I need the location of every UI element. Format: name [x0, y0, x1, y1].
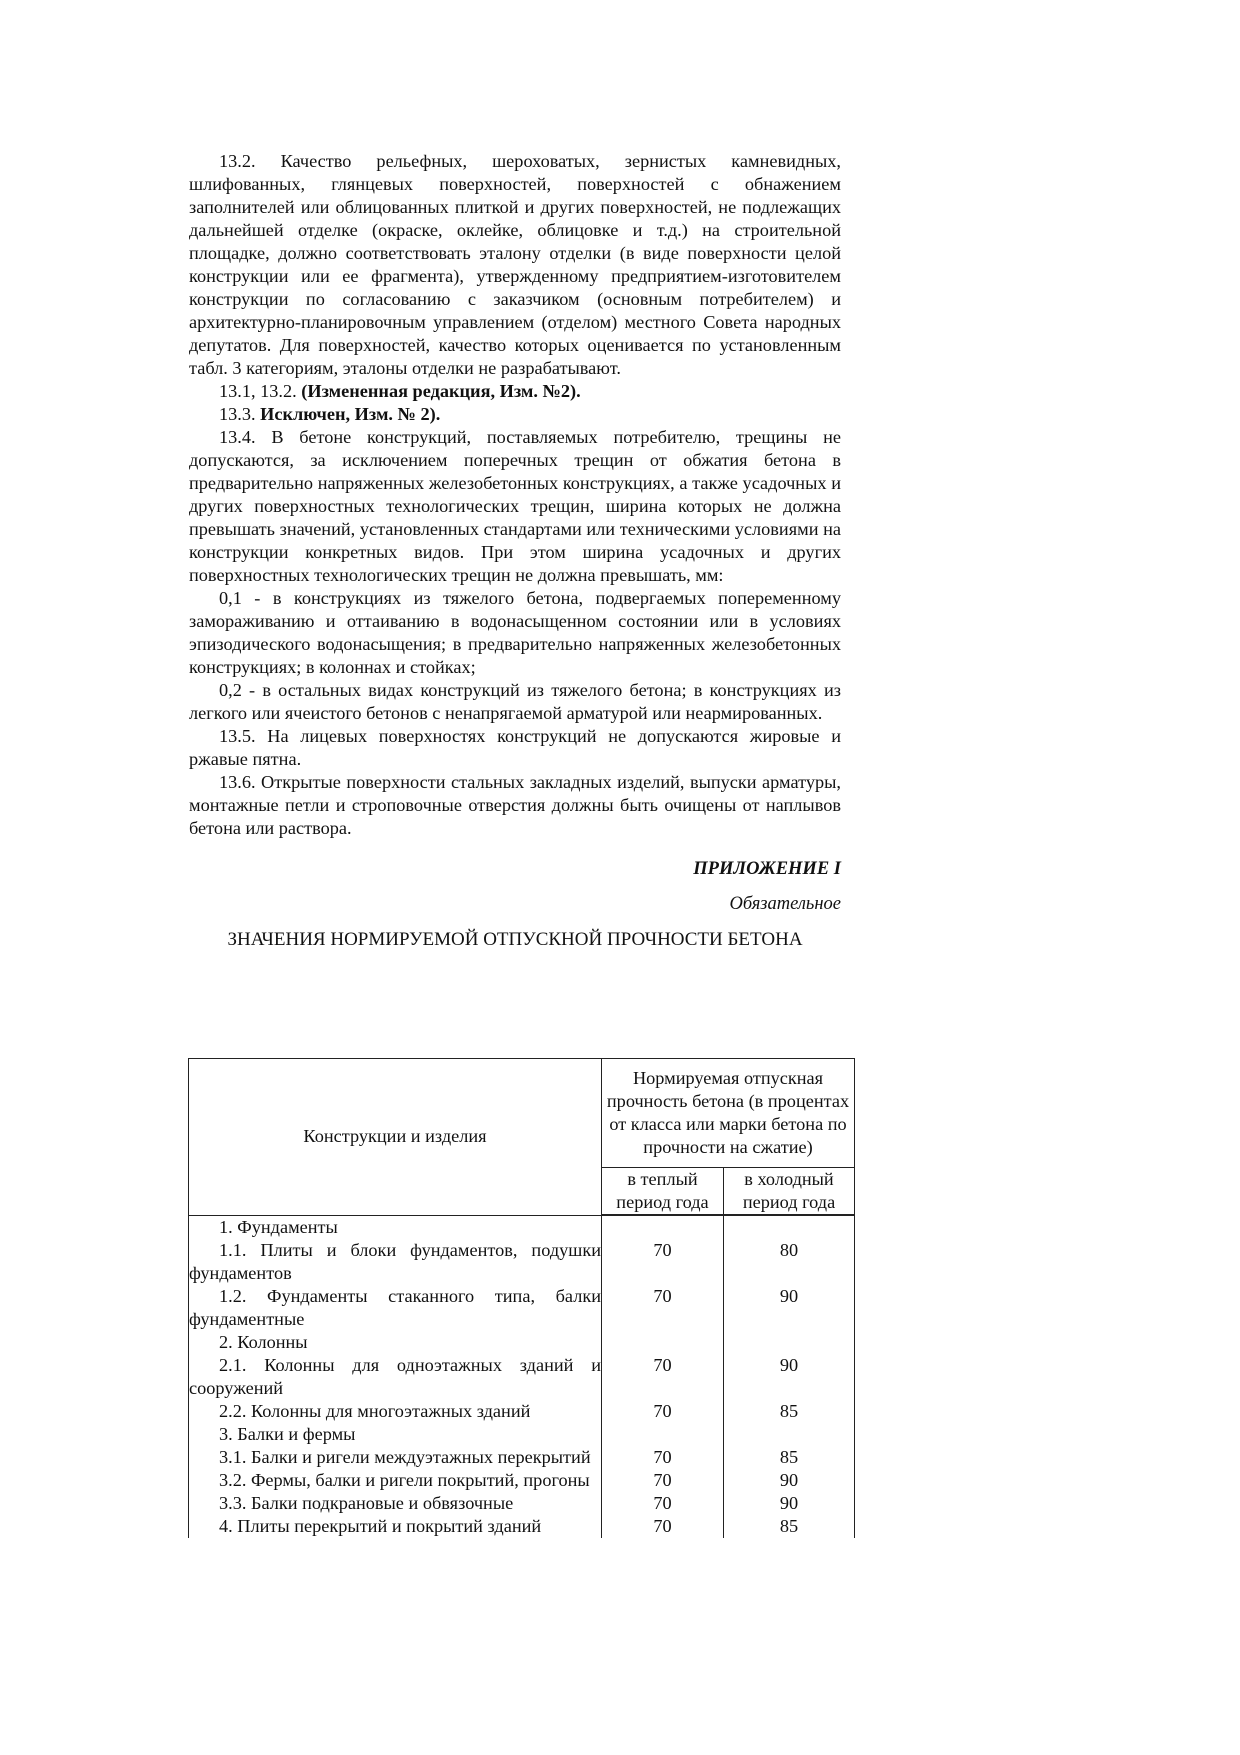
- appendix-subtitle: Обязательное: [729, 894, 841, 914]
- paragraph-crack-0-1: 0,1 - в конструкциях из тяжелого бетона, подвергаемых попеременному замораживанию и оттаиванию в водонасыщенном состоянии или в условиях эпизодического водонасыщения; в предварительно напряженных железобетонных конструкциях; в колоннах и стойках;: [189, 588, 841, 677]
- row-warm-value: [602, 1423, 724, 1446]
- table-row: [189, 1492, 855, 1515]
- strength-table: [188, 1058, 855, 1538]
- paragraph-crack-0-2: 0,2 - в остальных видах конструкций из тяжелого бетона; в конструкциях из легкого или ячеистого бетонов с ненапрягаемой арматурой или неармированных.: [189, 680, 841, 723]
- table-body: [189, 1215, 855, 1538]
- table-row: [189, 1331, 855, 1354]
- row-warm-value: [602, 1215, 724, 1239]
- row-cold-value: 85: [724, 1400, 855, 1423]
- table-row: [189, 1239, 855, 1285]
- row-construction-name: 1. Фундаменты: [189, 1215, 602, 1239]
- row-construction-name: 2.2. Колонны для многоэтажных зданий: [189, 1400, 602, 1423]
- row-cold-value: [724, 1423, 855, 1446]
- row-cold-value: 90: [724, 1492, 855, 1515]
- note-bold: (Измененная редакция, Изм. №2).: [301, 381, 581, 401]
- table-row: [189, 1215, 855, 1239]
- header-cold-period: в холодный период года: [724, 1168, 855, 1216]
- paragraph-13-3: [189, 403, 841, 426]
- note-bold: Исключен, Изм. № 2).: [260, 404, 441, 424]
- table-row: [189, 1354, 855, 1400]
- row-construction-name: 2.1. Колонны для одноэтажных зданий и сооружений: [189, 1354, 601, 1398]
- row-cold-value: [724, 1215, 855, 1239]
- row-warm-value: 70: [602, 1239, 724, 1285]
- row-construction-name: 2. Колонны: [189, 1331, 602, 1354]
- row-warm-value: 70: [602, 1469, 724, 1492]
- paragraph-13-5: 13.5. На лицевых поверхностях конструкций не допускаются жировые и ржавые пятна.: [189, 726, 841, 769]
- row-cold-value: 85: [724, 1446, 855, 1469]
- row-warm-value: 70: [602, 1285, 724, 1331]
- row-warm-value: 70: [602, 1515, 724, 1538]
- table-row: [189, 1400, 855, 1423]
- row-cold-value: [724, 1331, 855, 1354]
- paragraph-13-4: 13.4. В бетоне конструкций, поставляемых потребителю, трещины не допускаются, за исключением поперечных трещин от обжатия бетона в предварительно напряженных железобетонных конструкциях, а также усадочных и других поверхностных технологических трещин, ширина которых не должна превышать значений, установленных стандартами или техническими условиями на конструкции конкретных видов. При этом ширина усадочных и других поверхностных технологических трещин не должна превышать, мм:: [189, 427, 841, 585]
- row-cold-value: 90: [724, 1469, 855, 1492]
- row-construction-name: 1.1. Плиты и блоки фундаментов, подушки фундаментов: [189, 1239, 601, 1283]
- row-warm-value: [602, 1331, 724, 1354]
- row-construction-name: 4. Плиты перекрытий и покрытий зданий: [189, 1515, 602, 1538]
- header-strength-group: Нормируемая отпускная прочность бетона (в процентах от класса или марки бетона по прочности на сжатие): [602, 1059, 855, 1168]
- note-prefix: 13.3.: [219, 404, 261, 424]
- table-row: [189, 1515, 855, 1538]
- row-cold-value: 90: [724, 1354, 855, 1400]
- table-row: [189, 1423, 855, 1446]
- row-cold-value: 90: [724, 1285, 855, 1331]
- row-construction-name: 1.2. Фундаменты стаканного типа, балки фундаментные: [189, 1285, 601, 1329]
- row-warm-value: 70: [602, 1400, 724, 1423]
- header-constructions: Конструкции и изделия: [189, 1059, 602, 1216]
- table-title: ЗНАЧЕНИЯ НОРМИРУЕМОЙ ОТПУСКНОЙ ПРОЧНОСТИ БЕТОНА: [227, 929, 803, 950]
- appendix-title: ПРИЛОЖЕНИЕ I: [693, 859, 841, 879]
- paragraph-13-1-note: [189, 380, 841, 403]
- row-construction-name: 3.2. Фермы, балки и ригели покрытий, прогоны: [189, 1469, 602, 1492]
- row-warm-value: 70: [602, 1446, 724, 1469]
- table-row: [189, 1446, 855, 1469]
- note-prefix: 13.1, 13.2.: [219, 381, 302, 401]
- row-warm-value: 70: [602, 1492, 724, 1515]
- row-construction-name: 3.1. Балки и ригели междуэтажных перекрытий: [189, 1446, 602, 1469]
- header-warm-period: в теплый период года: [602, 1168, 724, 1216]
- paragraph-13-2: 13.2. Качество рельефных, шероховатых, зернистых камневидных, шлифованных, глянцевых поверхностей, поверхностей с обнажением заполнителей или облицованных плиткой и других поверхностей, не подлежащих дальнейшей отделке (окраске, оклейке, облицовке и т.д.) на строительной площадке, должно соответствовать эталону отделки (в виде поверхности целой конструкции или ее фрагмента), утвержденному предприятием-изготовителем конструкции по согласованию с заказчиком (основным потребителем) и архитектурно-планировочным управлением (отделом) местного Совета народных депутатов. Для поверхностей, качество которых оценивается по установленным табл. 3 категориям, эталоны отделки не разрабатывают.: [189, 151, 841, 378]
- table-row: [189, 1285, 855, 1331]
- row-cold-value: 85: [724, 1515, 855, 1538]
- row-construction-name: 3. Балки и фермы: [189, 1423, 602, 1446]
- document-body: [189, 150, 841, 952]
- row-construction-name: 3.3. Балки подкрановые и обвязочные: [189, 1492, 602, 1515]
- row-warm-value: 70: [602, 1354, 724, 1400]
- table-row: [189, 1469, 855, 1492]
- paragraph-13-6: 13.6. Открытые поверхности стальных закладных изделий, выпуски арматуры, монтажные петли и строповочные отверстия должны быть очищены от наплывов бетона или раствора.: [189, 772, 841, 838]
- row-cold-value: 80: [724, 1239, 855, 1285]
